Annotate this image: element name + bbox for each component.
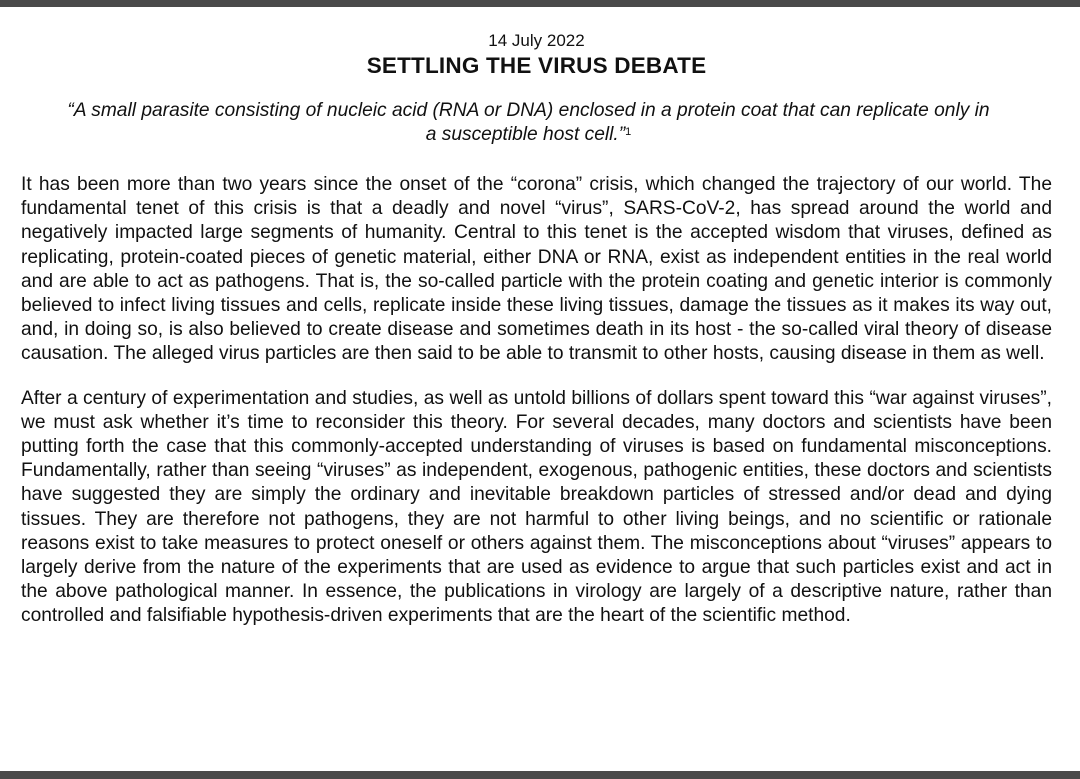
footnote-marker: 1 (625, 126, 632, 138)
document-content (0, 7, 1080, 629)
document-date: 14 July 2022 (488, 31, 585, 50)
epigraph-quote (61, 99, 996, 147)
body-paragraph-2: After a century of experimentation and studies, as well as untold billions of dollars spent toward this “war against viruses”, we must ask whether it’s time to reconsider this theory. For several decades, many doctors and scientists have been putting forth the case that this commonly-accepted understanding of viruses is based on fundamental misconceptions. Fundamentally, rather than seeing “viruses” as independent, exogenous, pathogenic entities, these doctors and scientists have suggested they are simply the ordinary and inevitable breakdown particles of stressed and/or dead and dying tissues. They are therefore not pathogens, they are not harmful to other living beings, and no scientific or rationale reasons exist to take measures to protect oneself or others against them. The misconceptions about “viruses” appears to largely derive from the nature of the experiments that are used as evidence to argue that such particles exist and act in the above pathological manner. In essence, the publications in virology are largely of a descriptive nature, rather than controlled and falsifiable hypothesis-driven experiments that are the heart of the scientific method. (21, 387, 1052, 627)
document-title: SETTLING THE VIRUS DEBATE (366, 53, 707, 78)
body-paragraph-1: It has been more than two years since the onset of the “corona” crisis, which changed the trajectory of our world. The fundamental tenet of this crisis is that a deadly and novel “virus”, SARS-CoV-2, has spread around the world and negatively impacted large segments of humanity. Central to this tenet is the accepted wisdom that viruses, defined as replicating, protein-coated pieces of genetic material, either DNA or RNA, exist as independent entities in the real world and are able to act as pathogens. That is, the so-called particle with the protein coating and genetic interior is commonly believed to infect living tissues and cells, replicate inside these living tissues, damage the tissues as it makes its way out, and, in doing so, is also believed to create disease and sometimes death in its host - the so-called viral theory of disease causation. The alleged virus particles are then said to be able to transmit to other hosts, causing disease in them as well. (21, 174, 1052, 365)
document-page (0, 7, 1080, 771)
bottom-edge-bar (0, 771, 1080, 779)
epigraph-text: “A small parasite consisting of nucleic acid (RNA or DNA) enclosed in a protein coat that can replicate only in a susceptible host cell.” (67, 100, 990, 145)
